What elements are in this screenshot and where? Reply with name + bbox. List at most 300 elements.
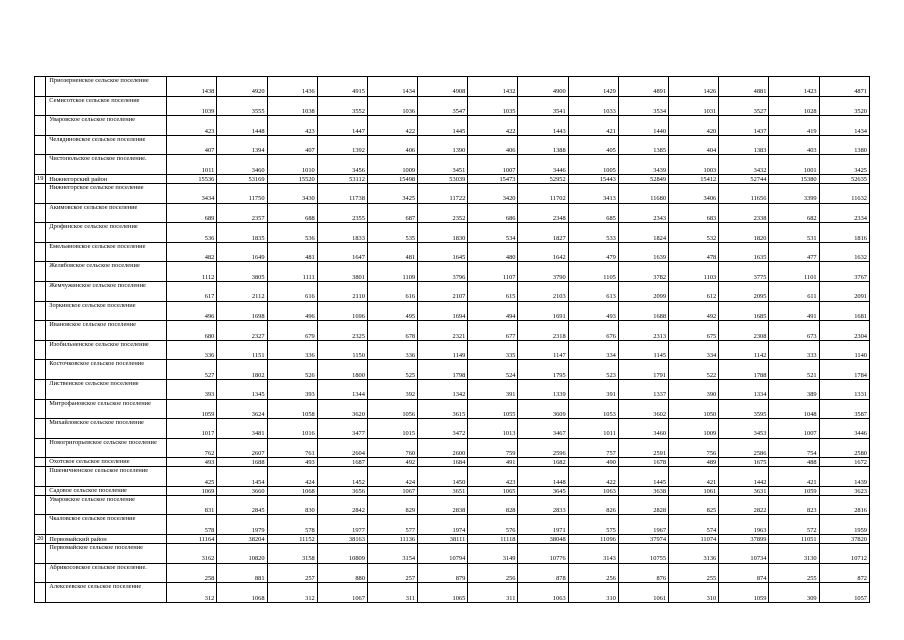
row-number-cell	[35, 399, 46, 419]
settlement-name-cell: Алексеевское сельское поселение	[46, 583, 167, 603]
value-cell: 257	[367, 563, 417, 583]
value-cell: 407	[267, 135, 317, 155]
value-cell: 1434	[367, 77, 417, 97]
value-cell: 493	[267, 458, 317, 467]
row-number-cell	[35, 544, 46, 564]
value-cell: 572	[769, 515, 819, 535]
population-table	[34, 76, 870, 603]
value-cell: 495	[367, 301, 417, 321]
value-cell: 1443	[518, 116, 568, 136]
value-cell: 11750	[217, 183, 267, 203]
value-cell: 335	[468, 340, 518, 360]
value-cell: 1827	[518, 223, 568, 243]
value-cell: 2308	[719, 321, 769, 341]
value-cell: 1061	[618, 583, 668, 603]
value-cell: 535	[367, 223, 417, 243]
value-cell: 874	[719, 563, 769, 583]
value-cell: 1682	[518, 458, 568, 467]
row-number-cell: 20	[35, 535, 46, 544]
value-cell: 10734	[719, 544, 769, 564]
value-cell: 682	[769, 203, 819, 223]
value-cell: 2091	[819, 281, 869, 301]
row-number-cell	[35, 262, 46, 282]
value-cell: 1426	[669, 77, 719, 97]
value-cell: 1011	[167, 155, 217, 175]
row-number-cell	[35, 242, 46, 262]
value-cell: 678	[367, 321, 417, 341]
value-cell: 1007	[769, 419, 819, 439]
value-cell: 1974	[418, 515, 468, 535]
value-cell: 2357	[217, 203, 267, 223]
table-row	[35, 321, 870, 341]
value-cell: 756	[669, 438, 719, 458]
settlement-name-cell: Первомайский район	[46, 535, 167, 544]
value-cell: 1107	[468, 262, 518, 282]
value-cell: 1065	[468, 486, 518, 495]
value-cell: 876	[618, 563, 668, 583]
table-row	[35, 77, 870, 97]
value-cell: 574	[669, 515, 719, 535]
value-cell: 825	[669, 495, 719, 515]
value-cell: 52952	[518, 174, 568, 183]
value-cell: 1434	[819, 116, 869, 136]
value-cell: 3434	[167, 183, 217, 203]
value-cell: 872	[819, 563, 869, 583]
value-cell: 1013	[468, 419, 518, 439]
value-cell: 3631	[719, 486, 769, 495]
value-cell: 683	[669, 203, 719, 223]
value-cell: 1150	[317, 340, 367, 360]
value-cell: 11632	[819, 183, 869, 203]
table-row	[35, 223, 870, 243]
value-cell: 392	[367, 379, 417, 399]
value-cell: 53169	[217, 174, 267, 183]
district-row	[35, 174, 870, 183]
value-cell: 3406	[669, 183, 719, 203]
value-cell: 1017	[167, 419, 217, 439]
value-cell: 3790	[518, 262, 568, 282]
value-cell: 407	[167, 135, 217, 155]
row-number-cell	[35, 135, 46, 155]
value-cell: 1145	[618, 340, 668, 360]
value-cell: 1111	[267, 262, 317, 282]
value-cell: 3481	[217, 419, 267, 439]
value-cell: 424	[367, 467, 417, 487]
value-cell: 1816	[819, 223, 869, 243]
value-cell: 1448	[518, 467, 568, 487]
value-cell: 1979	[217, 515, 267, 535]
value-cell: 525	[367, 360, 417, 380]
value-cell: 11702	[518, 183, 568, 203]
value-cell: 2591	[618, 438, 668, 458]
value-cell: 312	[167, 583, 217, 603]
value-cell: 1385	[618, 135, 668, 155]
value-cell: 490	[568, 458, 618, 467]
value-cell: 2352	[418, 203, 468, 223]
value-cell: 1039	[167, 96, 217, 116]
value-cell: 3587	[819, 399, 869, 419]
value-cell: 1445	[618, 467, 668, 487]
value-cell: 11074	[669, 535, 719, 544]
table-row	[35, 467, 870, 487]
value-cell: 3430	[267, 183, 317, 203]
value-cell: 2327	[217, 321, 267, 341]
value-cell: 3534	[618, 96, 668, 116]
value-cell: 2313	[618, 321, 668, 341]
settlement-name-cell: Нижнегорский район	[46, 174, 167, 183]
value-cell: 1149	[418, 340, 468, 360]
value-cell: 1688	[618, 301, 668, 321]
settlement-name-cell: Ивановское сельское поселение	[46, 321, 167, 341]
value-cell: 309	[769, 583, 819, 603]
value-cell: 3767	[819, 262, 869, 282]
table-row	[35, 379, 870, 399]
value-cell: 1063	[518, 583, 568, 603]
row-number-cell	[35, 155, 46, 175]
value-cell: 311	[367, 583, 417, 603]
row-number-cell: 19	[35, 174, 46, 183]
value-cell: 1447	[317, 116, 367, 136]
row-number-cell	[35, 360, 46, 380]
value-cell: 531	[769, 223, 819, 243]
table-row	[35, 515, 870, 535]
value-cell: 3154	[367, 544, 417, 564]
value-cell: 615	[468, 281, 518, 301]
value-cell: 575	[568, 515, 618, 535]
value-cell: 488	[769, 458, 819, 467]
value-cell: 1448	[217, 116, 267, 136]
value-cell: 673	[769, 321, 819, 341]
value-cell: 1140	[819, 340, 869, 360]
value-cell: 1452	[317, 467, 367, 487]
value-cell: 2110	[317, 281, 367, 301]
value-cell: 4871	[819, 77, 869, 97]
value-cell: 1101	[769, 262, 819, 282]
settlement-name-cell: Семисотское сельское поселение	[46, 96, 167, 116]
value-cell: 830	[267, 495, 317, 515]
value-cell: 10794	[418, 544, 468, 564]
value-cell: 2842	[317, 495, 367, 515]
value-cell: 1036	[367, 96, 417, 116]
value-cell: 613	[568, 281, 618, 301]
value-cell: 1059	[769, 486, 819, 495]
value-cell: 424	[267, 467, 317, 487]
value-cell: 37820	[819, 535, 869, 544]
value-cell: 393	[267, 379, 317, 399]
value-cell: 2318	[518, 321, 568, 341]
value-cell: 1639	[618, 242, 668, 262]
value-cell: 578	[267, 515, 317, 535]
value-cell: 2586	[719, 438, 769, 458]
value-cell: 533	[568, 223, 618, 243]
value-cell: 4915	[317, 77, 367, 97]
value-cell: 334	[568, 340, 618, 360]
value-cell: 1059	[719, 583, 769, 603]
value-cell: 2845	[217, 495, 267, 515]
value-cell: 1105	[568, 262, 618, 282]
value-cell: 1065	[418, 583, 468, 603]
table-row	[35, 583, 870, 603]
value-cell: 15498	[367, 174, 417, 183]
value-cell: 1824	[618, 223, 668, 243]
value-cell: 15443	[568, 174, 618, 183]
value-cell: 4881	[719, 77, 769, 97]
value-cell: 1331	[819, 379, 869, 399]
row-number-cell	[35, 583, 46, 603]
value-cell: 3651	[418, 486, 468, 495]
value-cell: 3645	[518, 486, 568, 495]
value-cell: 3552	[317, 96, 367, 116]
value-cell: 762	[167, 438, 217, 458]
value-cell: 526	[267, 360, 317, 380]
value-cell: 3420	[468, 183, 518, 203]
value-cell: 617	[167, 281, 217, 301]
value-cell: 1394	[217, 135, 267, 155]
value-cell: 496	[167, 301, 217, 321]
table-row	[35, 203, 870, 223]
row-number-cell	[35, 467, 46, 487]
value-cell: 688	[267, 203, 317, 223]
value-cell: 2600	[418, 438, 468, 458]
value-cell: 829	[367, 495, 417, 515]
value-cell: 423	[267, 116, 317, 136]
value-cell: 532	[669, 223, 719, 243]
value-cell: 1649	[217, 242, 267, 262]
table-row	[35, 544, 870, 564]
value-cell: 1800	[317, 360, 367, 380]
value-cell: 1687	[317, 458, 367, 467]
value-cell: 1009	[669, 419, 719, 439]
settlement-name-cell: Приозерненское сельское поселение	[46, 77, 167, 97]
value-cell: 831	[167, 495, 217, 515]
value-cell: 53039	[418, 174, 468, 183]
value-cell: 421	[568, 116, 618, 136]
value-cell: 536	[267, 223, 317, 243]
settlement-name-cell: Абрикосовское сельское поселение.	[46, 563, 167, 583]
table-row	[35, 301, 870, 321]
value-cell: 1795	[518, 360, 568, 380]
value-cell: 1142	[719, 340, 769, 360]
value-cell: 523	[568, 360, 618, 380]
value-cell: 3453	[719, 419, 769, 439]
value-cell: 11656	[719, 183, 769, 203]
value-cell: 2107	[418, 281, 468, 301]
value-cell: 3446	[518, 155, 568, 175]
value-cell: 10776	[518, 544, 568, 564]
value-cell: 423	[167, 116, 217, 136]
settlement-name-cell: Емельяновское сельское поселение	[46, 242, 167, 262]
value-cell: 2325	[317, 321, 367, 341]
value-cell: 1003	[669, 155, 719, 175]
value-cell: 828	[468, 495, 518, 515]
value-cell: 489	[669, 458, 719, 467]
value-cell: 2321	[418, 321, 468, 341]
value-cell: 1067	[317, 583, 367, 603]
value-cell: 1016	[267, 419, 317, 439]
value-cell: 1429	[568, 77, 618, 97]
value-cell: 675	[669, 321, 719, 341]
row-number-cell	[35, 495, 46, 515]
value-cell: 1635	[719, 242, 769, 262]
settlement-name-cell: Новогригорьевское сельское поселение	[46, 438, 167, 458]
value-cell: 2099	[618, 281, 668, 301]
value-cell: 405	[568, 135, 618, 155]
value-cell: 1383	[719, 135, 769, 155]
value-cell: 404	[669, 135, 719, 155]
value-cell: 3547	[418, 96, 468, 116]
value-cell: 3460	[217, 155, 267, 175]
value-cell: 676	[568, 321, 618, 341]
value-cell: 479	[568, 242, 618, 262]
value-cell: 38204	[217, 535, 267, 544]
value-cell: 477	[769, 242, 819, 262]
value-cell: 2838	[418, 495, 468, 515]
value-cell: 577	[367, 515, 417, 535]
row-number-cell	[35, 379, 46, 399]
value-cell: 522	[669, 360, 719, 380]
value-cell: 680	[167, 321, 217, 341]
value-cell: 11722	[418, 183, 468, 203]
value-cell: 391	[468, 379, 518, 399]
value-cell: 391	[568, 379, 618, 399]
value-cell: 38111	[418, 535, 468, 544]
value-cell: 1672	[819, 458, 869, 467]
value-cell: 1007	[468, 155, 518, 175]
value-cell: 3446	[819, 419, 869, 439]
value-cell: 826	[568, 495, 618, 515]
value-cell: 1835	[217, 223, 267, 243]
value-cell: 11096	[568, 535, 618, 544]
value-cell: 496	[267, 301, 317, 321]
value-cell: 1791	[618, 360, 668, 380]
value-cell: 1438	[167, 77, 217, 97]
value-cell: 754	[769, 438, 819, 458]
value-cell: 3399	[769, 183, 819, 203]
value-cell: 1055	[468, 399, 518, 419]
table-row	[35, 486, 870, 495]
value-cell: 3623	[819, 486, 869, 495]
value-cell: 419	[769, 116, 819, 136]
value-cell: 616	[267, 281, 317, 301]
value-cell: 1334	[719, 379, 769, 399]
value-cell: 390	[669, 379, 719, 399]
table-row	[35, 281, 870, 301]
value-cell: 3456	[317, 155, 367, 175]
value-cell: 333	[769, 340, 819, 360]
value-cell: 493	[167, 458, 217, 467]
row-number-cell	[35, 438, 46, 458]
value-cell: 3796	[418, 262, 468, 282]
value-cell: 311	[468, 583, 518, 603]
settlement-name-cell: Пшеничненское сельское поселение	[46, 467, 167, 487]
row-number-cell	[35, 486, 46, 495]
value-cell: 1063	[568, 486, 618, 495]
value-cell: 15536	[167, 174, 217, 183]
value-cell: 3775	[719, 262, 769, 282]
value-cell: 494	[468, 301, 518, 321]
value-cell: 685	[568, 203, 618, 223]
value-cell: 11152	[267, 535, 317, 544]
value-cell: 1830	[418, 223, 468, 243]
table-row	[35, 262, 870, 282]
value-cell: 3609	[518, 399, 568, 419]
value-cell: 4891	[618, 77, 668, 97]
value-cell: 11738	[317, 183, 367, 203]
value-cell: 3472	[418, 419, 468, 439]
value-cell: 3130	[769, 544, 819, 564]
value-cell: 689	[167, 203, 217, 223]
value-cell: 493	[568, 301, 618, 321]
value-cell: 527	[167, 360, 217, 380]
value-cell: 1069	[167, 486, 217, 495]
value-cell: 1432	[468, 77, 518, 97]
value-cell: 3527	[719, 96, 769, 116]
row-number-cell	[35, 116, 46, 136]
value-cell: 1392	[317, 135, 367, 155]
value-cell: 1056	[367, 399, 417, 419]
value-cell: 1977	[317, 515, 367, 535]
table-row	[35, 458, 870, 467]
value-cell: 1685	[719, 301, 769, 321]
value-cell: 3595	[719, 399, 769, 419]
value-cell: 1675	[719, 458, 769, 467]
value-cell: 3143	[568, 544, 618, 564]
value-cell: 482	[167, 242, 217, 262]
value-cell: 1344	[317, 379, 367, 399]
value-cell: 11136	[367, 535, 417, 544]
value-cell: 1450	[418, 467, 468, 487]
value-cell: 612	[669, 281, 719, 301]
value-cell: 3413	[568, 183, 618, 203]
value-cell: 3782	[618, 262, 668, 282]
value-cell: 4920	[217, 77, 267, 97]
value-cell: 536	[167, 223, 217, 243]
value-cell: 37974	[618, 535, 668, 544]
value-cell: 1028	[769, 96, 819, 116]
value-cell: 312	[267, 583, 317, 603]
row-number-cell	[35, 321, 46, 341]
value-cell: 2355	[317, 203, 367, 223]
value-cell: 1005	[568, 155, 618, 175]
value-cell: 3624	[217, 399, 267, 419]
value-cell: 686	[468, 203, 518, 223]
value-cell: 881	[217, 563, 267, 583]
value-cell: 15412	[669, 174, 719, 183]
value-cell: 1067	[367, 486, 417, 495]
value-cell: 492	[367, 458, 417, 467]
value-cell: 1068	[267, 486, 317, 495]
value-cell: 1339	[518, 379, 568, 399]
settlement-name-cell: Охотское сельское поселение	[46, 458, 167, 467]
value-cell: 1038	[267, 96, 317, 116]
table-row	[35, 116, 870, 136]
value-cell: 2596	[518, 438, 568, 458]
value-cell: 1423	[769, 77, 819, 97]
value-cell: 3801	[317, 262, 367, 282]
value-cell: 3805	[217, 262, 267, 282]
settlement-name-cell: Челядиновское сельское поселение	[46, 135, 167, 155]
value-cell: 1820	[719, 223, 769, 243]
value-cell: 389	[769, 379, 819, 399]
settlement-name-cell: Дрофинское сельское поселение	[46, 223, 167, 243]
settlement-name-cell: Зоркинское сельское поселение	[46, 301, 167, 321]
value-cell: 677	[468, 321, 518, 341]
value-cell: 757	[568, 438, 618, 458]
settlement-name-cell: Желябовское сельское поселение	[46, 262, 167, 282]
value-cell: 2816	[819, 495, 869, 515]
value-cell: 1439	[819, 467, 869, 487]
value-cell: 2607	[217, 438, 267, 458]
